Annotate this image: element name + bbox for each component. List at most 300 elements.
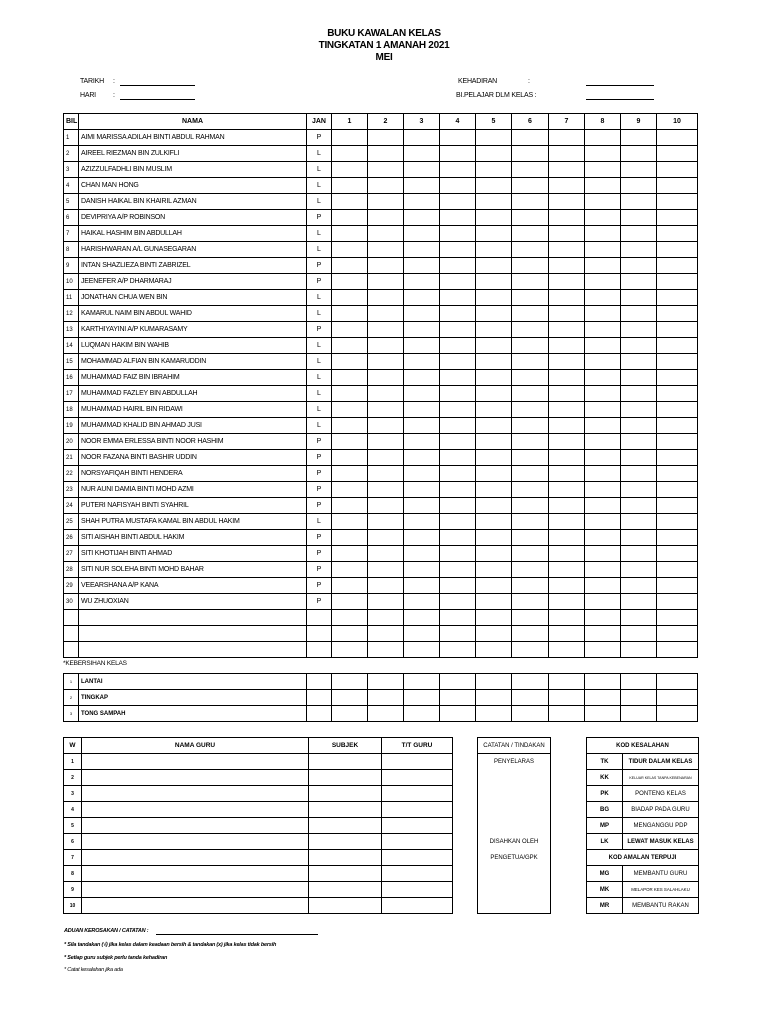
- attendance-cell-4[interactable]: [440, 306, 476, 322]
- attendance-cell-2[interactable]: [368, 402, 404, 418]
- attendance-cell-8[interactable]: [585, 642, 621, 658]
- kebersihan-cell-2[interactable]: [368, 674, 404, 690]
- attendance-cell-8[interactable]: [585, 562, 621, 578]
- attendance-cell-7[interactable]: [549, 546, 585, 562]
- attendance-cell-8[interactable]: [585, 178, 621, 194]
- attendance-cell-1[interactable]: [332, 498, 368, 514]
- attendance-cell-1[interactable]: [332, 530, 368, 546]
- attendance-cell-1[interactable]: [332, 562, 368, 578]
- attendance-cell-8[interactable]: [585, 402, 621, 418]
- attendance-cell-2[interactable]: [368, 434, 404, 450]
- guru-nama-cell[interactable]: [82, 770, 309, 786]
- attendance-cell-3[interactable]: [404, 482, 440, 498]
- attendance-cell-1[interactable]: [332, 226, 368, 242]
- attendance-cell-9[interactable]: [621, 578, 657, 594]
- kebersihan-cell-10[interactable]: [657, 706, 698, 722]
- attendance-cell-4[interactable]: [440, 626, 476, 642]
- attendance-cell-5[interactable]: [476, 402, 512, 418]
- attendance-cell-3[interactable]: [404, 610, 440, 626]
- attendance-cell-2[interactable]: [368, 322, 404, 338]
- attendance-cell-8[interactable]: [585, 338, 621, 354]
- kehadiran-field[interactable]: [586, 85, 654, 86]
- attendance-cell-6[interactable]: [512, 402, 549, 418]
- kebersihan-cell-1[interactable]: [332, 690, 368, 706]
- attendance-cell-10[interactable]: [657, 530, 698, 546]
- attendance-cell-6[interactable]: [512, 130, 549, 146]
- attendance-cell-7[interactable]: [549, 210, 585, 226]
- attendance-cell-7[interactable]: [549, 434, 585, 450]
- attendance-cell-8[interactable]: [585, 626, 621, 642]
- attendance-cell-10[interactable]: [657, 626, 698, 642]
- attendance-cell-4[interactable]: [440, 178, 476, 194]
- attendance-cell-8[interactable]: [585, 418, 621, 434]
- attendance-cell-7[interactable]: [549, 370, 585, 386]
- attendance-cell-9[interactable]: [621, 162, 657, 178]
- attendance-cell-10[interactable]: [657, 434, 698, 450]
- attendance-cell-9[interactable]: [621, 178, 657, 194]
- guru-subjek-cell[interactable]: [309, 754, 382, 770]
- attendance-cell-8[interactable]: [585, 210, 621, 226]
- attendance-cell-6[interactable]: [512, 578, 549, 594]
- attendance-cell-1[interactable]: [332, 146, 368, 162]
- attendance-cell-5[interactable]: [476, 450, 512, 466]
- attendance-cell-9[interactable]: [621, 514, 657, 530]
- attendance-cell-3[interactable]: [404, 546, 440, 562]
- attendance-cell-7[interactable]: [549, 194, 585, 210]
- attendance-cell-9[interactable]: [621, 594, 657, 610]
- guru-tt-cell[interactable]: [382, 866, 453, 882]
- attendance-cell-2[interactable]: [368, 306, 404, 322]
- attendance-cell-3[interactable]: [404, 322, 440, 338]
- attendance-cell-4[interactable]: [440, 194, 476, 210]
- attendance-cell-4[interactable]: [440, 546, 476, 562]
- kebersihan-cell-4[interactable]: [440, 690, 476, 706]
- attendance-cell-7[interactable]: [549, 226, 585, 242]
- attendance-cell-2[interactable]: [368, 290, 404, 306]
- guru-nama-cell[interactable]: [82, 802, 309, 818]
- attendance-cell-4[interactable]: [440, 642, 476, 658]
- attendance-cell-9[interactable]: [621, 322, 657, 338]
- attendance-cell-5[interactable]: [476, 274, 512, 290]
- attendance-cell-5[interactable]: [476, 434, 512, 450]
- attendance-cell-4[interactable]: [440, 258, 476, 274]
- attendance-cell-7[interactable]: [549, 562, 585, 578]
- attendance-cell-6[interactable]: [512, 546, 549, 562]
- attendance-cell-9[interactable]: [621, 370, 657, 386]
- attendance-cell-2[interactable]: [368, 370, 404, 386]
- attendance-cell-1[interactable]: [332, 178, 368, 194]
- attendance-cell-9[interactable]: [621, 530, 657, 546]
- attendance-cell-7[interactable]: [549, 322, 585, 338]
- attendance-cell-9[interactable]: [621, 386, 657, 402]
- attendance-cell-10[interactable]: [657, 386, 698, 402]
- attendance-cell-1[interactable]: [332, 210, 368, 226]
- attendance-cell-2[interactable]: [368, 338, 404, 354]
- attendance-cell-6[interactable]: [512, 354, 549, 370]
- kebersihan-cell-8[interactable]: [585, 706, 621, 722]
- attendance-cell-5[interactable]: [476, 578, 512, 594]
- attendance-cell-7[interactable]: [549, 274, 585, 290]
- attendance-cell-6[interactable]: [512, 370, 549, 386]
- attendance-cell-3[interactable]: [404, 450, 440, 466]
- attendance-cell-6[interactable]: [512, 466, 549, 482]
- attendance-cell-3[interactable]: [404, 578, 440, 594]
- attendance-cell-7[interactable]: [549, 178, 585, 194]
- attendance-cell-9[interactable]: [621, 626, 657, 642]
- attendance-cell-3[interactable]: [404, 514, 440, 530]
- attendance-cell-4[interactable]: [440, 466, 476, 482]
- kebersihan-cell-6[interactable]: [512, 706, 549, 722]
- attendance-cell-5[interactable]: [476, 210, 512, 226]
- attendance-cell-5[interactable]: [476, 306, 512, 322]
- attendance-cell-8[interactable]: [585, 498, 621, 514]
- attendance-cell-7[interactable]: [549, 162, 585, 178]
- attendance-cell-6[interactable]: [512, 514, 549, 530]
- attendance-cell-6[interactable]: [512, 242, 549, 258]
- attendance-cell-9[interactable]: [621, 242, 657, 258]
- attendance-cell-3[interactable]: [404, 306, 440, 322]
- attendance-cell-8[interactable]: [585, 354, 621, 370]
- guru-nama-cell[interactable]: [82, 834, 309, 850]
- attendance-cell-8[interactable]: [585, 482, 621, 498]
- guru-nama-cell[interactable]: [82, 850, 309, 866]
- attendance-cell-1[interactable]: [332, 322, 368, 338]
- attendance-cell-3[interactable]: [404, 466, 440, 482]
- attendance-cell-4[interactable]: [440, 130, 476, 146]
- attendance-cell-4[interactable]: [440, 322, 476, 338]
- attendance-cell-1[interactable]: [332, 290, 368, 306]
- attendance-cell-3[interactable]: [404, 594, 440, 610]
- attendance-cell-9[interactable]: [621, 610, 657, 626]
- attendance-cell-6[interactable]: [512, 274, 549, 290]
- attendance-cell-7[interactable]: [549, 626, 585, 642]
- attendance-cell-10[interactable]: [657, 162, 698, 178]
- attendance-cell-7[interactable]: [549, 338, 585, 354]
- attendance-cell-1[interactable]: [332, 418, 368, 434]
- attendance-cell-4[interactable]: [440, 482, 476, 498]
- attendance-cell-9[interactable]: [621, 482, 657, 498]
- attendance-cell-4[interactable]: [440, 418, 476, 434]
- attendance-cell-10[interactable]: [657, 290, 698, 306]
- attendance-cell-1[interactable]: [332, 466, 368, 482]
- guru-subjek-cell[interactable]: [309, 786, 382, 802]
- attendance-cell-10[interactable]: [657, 178, 698, 194]
- attendance-cell-5[interactable]: [476, 338, 512, 354]
- guru-tt-cell[interactable]: [382, 786, 453, 802]
- guru-subjek-cell[interactable]: [309, 882, 382, 898]
- kebersihan-cell-3[interactable]: [404, 674, 440, 690]
- attendance-cell-7[interactable]: [549, 242, 585, 258]
- attendance-cell-9[interactable]: [621, 642, 657, 658]
- attendance-cell-6[interactable]: [512, 306, 549, 322]
- attendance-cell-6[interactable]: [512, 194, 549, 210]
- attendance-cell-4[interactable]: [440, 146, 476, 162]
- attendance-cell-6[interactable]: [512, 210, 549, 226]
- attendance-cell-10[interactable]: [657, 274, 698, 290]
- attendance-cell-4[interactable]: [440, 290, 476, 306]
- attendance-cell-3[interactable]: [404, 402, 440, 418]
- attendance-cell-7[interactable]: [549, 594, 585, 610]
- attendance-cell-8[interactable]: [585, 274, 621, 290]
- attendance-cell-1[interactable]: [332, 242, 368, 258]
- attendance-cell-9[interactable]: [621, 146, 657, 162]
- attendance-cell-9[interactable]: [621, 498, 657, 514]
- attendance-cell-8[interactable]: [585, 290, 621, 306]
- attendance-cell-3[interactable]: [404, 226, 440, 242]
- attendance-cell-6[interactable]: [512, 162, 549, 178]
- attendance-cell-1[interactable]: [332, 626, 368, 642]
- attendance-cell-8[interactable]: [585, 578, 621, 594]
- attendance-cell-5[interactable]: [476, 322, 512, 338]
- guru-subjek-cell[interactable]: [309, 802, 382, 818]
- attendance-cell-6[interactable]: [512, 498, 549, 514]
- kebersihan-cell-5[interactable]: [476, 690, 512, 706]
- attendance-cell-5[interactable]: [476, 466, 512, 482]
- attendance-cell-3[interactable]: [404, 626, 440, 642]
- attendance-cell-10[interactable]: [657, 610, 698, 626]
- attendance-cell-10[interactable]: [657, 402, 698, 418]
- attendance-cell-10[interactable]: [657, 466, 698, 482]
- attendance-cell-1[interactable]: [332, 578, 368, 594]
- attendance-cell-10[interactable]: [657, 578, 698, 594]
- attendance-cell-6[interactable]: [512, 530, 549, 546]
- penyelaras-sign-area[interactable]: [478, 770, 551, 834]
- kebersihan-cell-2[interactable]: [368, 706, 404, 722]
- attendance-cell-10[interactable]: [657, 642, 698, 658]
- guru-subjek-cell[interactable]: [309, 850, 382, 866]
- attendance-cell-6[interactable]: [512, 594, 549, 610]
- attendance-cell-7[interactable]: [549, 402, 585, 418]
- guru-subjek-cell[interactable]: [309, 898, 382, 914]
- attendance-cell-10[interactable]: [657, 498, 698, 514]
- attendance-cell-3[interactable]: [404, 498, 440, 514]
- attendance-cell-10[interactable]: [657, 258, 698, 274]
- attendance-cell-8[interactable]: [585, 530, 621, 546]
- kebersihan-cell-7[interactable]: [549, 674, 585, 690]
- attendance-cell-5[interactable]: [476, 514, 512, 530]
- attendance-cell-3[interactable]: [404, 434, 440, 450]
- attendance-cell-4[interactable]: [440, 338, 476, 354]
- attendance-cell-5[interactable]: [476, 194, 512, 210]
- attendance-cell-2[interactable]: [368, 194, 404, 210]
- attendance-cell-7[interactable]: [549, 578, 585, 594]
- guru-tt-cell[interactable]: [382, 770, 453, 786]
- attendance-cell-1[interactable]: [332, 402, 368, 418]
- attendance-cell-5[interactable]: [476, 482, 512, 498]
- attendance-cell-9[interactable]: [621, 562, 657, 578]
- attendance-cell-10[interactable]: [657, 242, 698, 258]
- attendance-cell-6[interactable]: [512, 258, 549, 274]
- kebersihan-cell-8[interactable]: [585, 674, 621, 690]
- attendance-cell-6[interactable]: [512, 626, 549, 642]
- attendance-cell-4[interactable]: [440, 354, 476, 370]
- attendance-cell-8[interactable]: [585, 434, 621, 450]
- attendance-cell-5[interactable]: [476, 610, 512, 626]
- attendance-cell-8[interactable]: [585, 322, 621, 338]
- kebersihan-cell-3[interactable]: [404, 706, 440, 722]
- kebersihan-cell-9[interactable]: [621, 690, 657, 706]
- kebersihan-cell-4[interactable]: [440, 706, 476, 722]
- attendance-cell-6[interactable]: [512, 226, 549, 242]
- kebersihan-cell-10[interactable]: [657, 674, 698, 690]
- kebersihan-cell-1[interactable]: [332, 674, 368, 690]
- attendance-cell-4[interactable]: [440, 562, 476, 578]
- attendance-cell-6[interactable]: [512, 450, 549, 466]
- attendance-cell-6[interactable]: [512, 322, 549, 338]
- attendance-cell-4[interactable]: [440, 610, 476, 626]
- attendance-cell-8[interactable]: [585, 466, 621, 482]
- attendance-cell-5[interactable]: [476, 290, 512, 306]
- guru-tt-cell[interactable]: [382, 802, 453, 818]
- guru-tt-cell[interactable]: [382, 898, 453, 914]
- attendance-cell-7[interactable]: [549, 450, 585, 466]
- kebersihan-cell-4[interactable]: [440, 674, 476, 690]
- attendance-cell-4[interactable]: [440, 578, 476, 594]
- attendance-cell-2[interactable]: [368, 626, 404, 642]
- attendance-cell-9[interactable]: [621, 274, 657, 290]
- attendance-cell-7[interactable]: [549, 418, 585, 434]
- attendance-cell-8[interactable]: [585, 194, 621, 210]
- attendance-cell-5[interactable]: [476, 146, 512, 162]
- attendance-cell-3[interactable]: [404, 354, 440, 370]
- attendance-cell-2[interactable]: [368, 498, 404, 514]
- attendance-cell-9[interactable]: [621, 290, 657, 306]
- attendance-cell-3[interactable]: [404, 386, 440, 402]
- attendance-cell-9[interactable]: [621, 434, 657, 450]
- attendance-cell-4[interactable]: [440, 498, 476, 514]
- kebersihan-cell-9[interactable]: [621, 674, 657, 690]
- attendance-cell-5[interactable]: [476, 226, 512, 242]
- attendance-cell-4[interactable]: [440, 514, 476, 530]
- attendance-cell-4[interactable]: [440, 594, 476, 610]
- attendance-cell-10[interactable]: [657, 306, 698, 322]
- attendance-cell-2[interactable]: [368, 530, 404, 546]
- attendance-cell-9[interactable]: [621, 466, 657, 482]
- attendance-cell-1[interactable]: [332, 306, 368, 322]
- attendance-cell-1[interactable]: [332, 194, 368, 210]
- attendance-cell-1[interactable]: [332, 370, 368, 386]
- attendance-cell-1[interactable]: [332, 482, 368, 498]
- kebersihan-cell-2[interactable]: [368, 690, 404, 706]
- attendance-cell-7[interactable]: [549, 354, 585, 370]
- kebersihan-cell-9[interactable]: [621, 706, 657, 722]
- attendance-cell-4[interactable]: [440, 370, 476, 386]
- kebersihan-cell-7[interactable]: [549, 690, 585, 706]
- attendance-cell-5[interactable]: [476, 162, 512, 178]
- attendance-cell-8[interactable]: [585, 242, 621, 258]
- attendance-cell-5[interactable]: [476, 498, 512, 514]
- attendance-cell-2[interactable]: [368, 162, 404, 178]
- kebersihan-cell-10[interactable]: [657, 690, 698, 706]
- attendance-cell-9[interactable]: [621, 258, 657, 274]
- attendance-cell-8[interactable]: [585, 162, 621, 178]
- attendance-cell-7[interactable]: [549, 306, 585, 322]
- guru-tt-cell[interactable]: [382, 818, 453, 834]
- kebersihan-cell-1[interactable]: [332, 706, 368, 722]
- kebersihan-cell-3[interactable]: [404, 690, 440, 706]
- attendance-cell-2[interactable]: [368, 514, 404, 530]
- attendance-cell-5[interactable]: [476, 626, 512, 642]
- attendance-cell-1[interactable]: [332, 162, 368, 178]
- attendance-cell-10[interactable]: [657, 546, 698, 562]
- attendance-cell-6[interactable]: [512, 434, 549, 450]
- attendance-cell-8[interactable]: [585, 594, 621, 610]
- attendance-cell-9[interactable]: [621, 306, 657, 322]
- attendance-cell-6[interactable]: [512, 610, 549, 626]
- attendance-cell-2[interactable]: [368, 242, 404, 258]
- kebersihan-cell-6[interactable]: [512, 690, 549, 706]
- kebersihan-cell-5[interactable]: [476, 674, 512, 690]
- guru-subjek-cell[interactable]: [309, 866, 382, 882]
- attendance-cell-6[interactable]: [512, 482, 549, 498]
- attendance-cell-10[interactable]: [657, 562, 698, 578]
- attendance-cell-5[interactable]: [476, 258, 512, 274]
- hari-field[interactable]: [120, 99, 195, 100]
- attendance-cell-10[interactable]: [657, 594, 698, 610]
- attendance-cell-10[interactable]: [657, 146, 698, 162]
- attendance-cell-8[interactable]: [585, 370, 621, 386]
- attendance-cell-7[interactable]: [549, 498, 585, 514]
- attendance-cell-6[interactable]: [512, 146, 549, 162]
- attendance-cell-1[interactable]: [332, 610, 368, 626]
- attendance-cell-1[interactable]: [332, 450, 368, 466]
- attendance-cell-10[interactable]: [657, 210, 698, 226]
- guru-tt-cell[interactable]: [382, 850, 453, 866]
- attendance-cell-6[interactable]: [512, 178, 549, 194]
- attendance-cell-8[interactable]: [585, 610, 621, 626]
- attendance-cell-7[interactable]: [549, 482, 585, 498]
- kebersihan-cell-jan[interactable]: [307, 706, 332, 722]
- attendance-cell-7[interactable]: [549, 466, 585, 482]
- attendance-cell-8[interactable]: [585, 450, 621, 466]
- attendance-cell-6[interactable]: [512, 386, 549, 402]
- attendance-cell-2[interactable]: [368, 610, 404, 626]
- attendance-cell-2[interactable]: [368, 466, 404, 482]
- attendance-cell-2[interactable]: [368, 210, 404, 226]
- kebersihan-cell-jan[interactable]: [307, 674, 332, 690]
- attendance-cell-8[interactable]: [585, 306, 621, 322]
- attendance-cell-9[interactable]: [621, 402, 657, 418]
- attendance-cell-1[interactable]: [332, 546, 368, 562]
- attendance-cell-1[interactable]: [332, 434, 368, 450]
- guru-nama-cell[interactable]: [82, 882, 309, 898]
- attendance-cell-2[interactable]: [368, 178, 404, 194]
- attendance-cell-8[interactable]: [585, 226, 621, 242]
- attendance-cell-3[interactable]: [404, 562, 440, 578]
- attendance-cell-8[interactable]: [585, 514, 621, 530]
- attendance-cell-5[interactable]: [476, 386, 512, 402]
- attendance-cell-5[interactable]: [476, 562, 512, 578]
- attendance-cell-4[interactable]: [440, 162, 476, 178]
- attendance-cell-1[interactable]: [332, 274, 368, 290]
- attendance-cell-5[interactable]: [476, 530, 512, 546]
- attendance-cell-10[interactable]: [657, 130, 698, 146]
- attendance-cell-3[interactable]: [404, 162, 440, 178]
- attendance-cell-7[interactable]: [549, 514, 585, 530]
- attendance-cell-3[interactable]: [404, 178, 440, 194]
- attendance-cell-3[interactable]: [404, 194, 440, 210]
- attendance-cell-10[interactable]: [657, 370, 698, 386]
- attendance-cell-7[interactable]: [549, 130, 585, 146]
- attendance-cell-5[interactable]: [476, 242, 512, 258]
- attendance-cell-6[interactable]: [512, 338, 549, 354]
- attendance-cell-8[interactable]: [585, 146, 621, 162]
- attendance-cell-6[interactable]: [512, 418, 549, 434]
- attendance-cell-10[interactable]: [657, 450, 698, 466]
- attendance-cell-1[interactable]: [332, 594, 368, 610]
- attendance-cell-2[interactable]: [368, 418, 404, 434]
- guru-subjek-cell[interactable]: [309, 834, 382, 850]
